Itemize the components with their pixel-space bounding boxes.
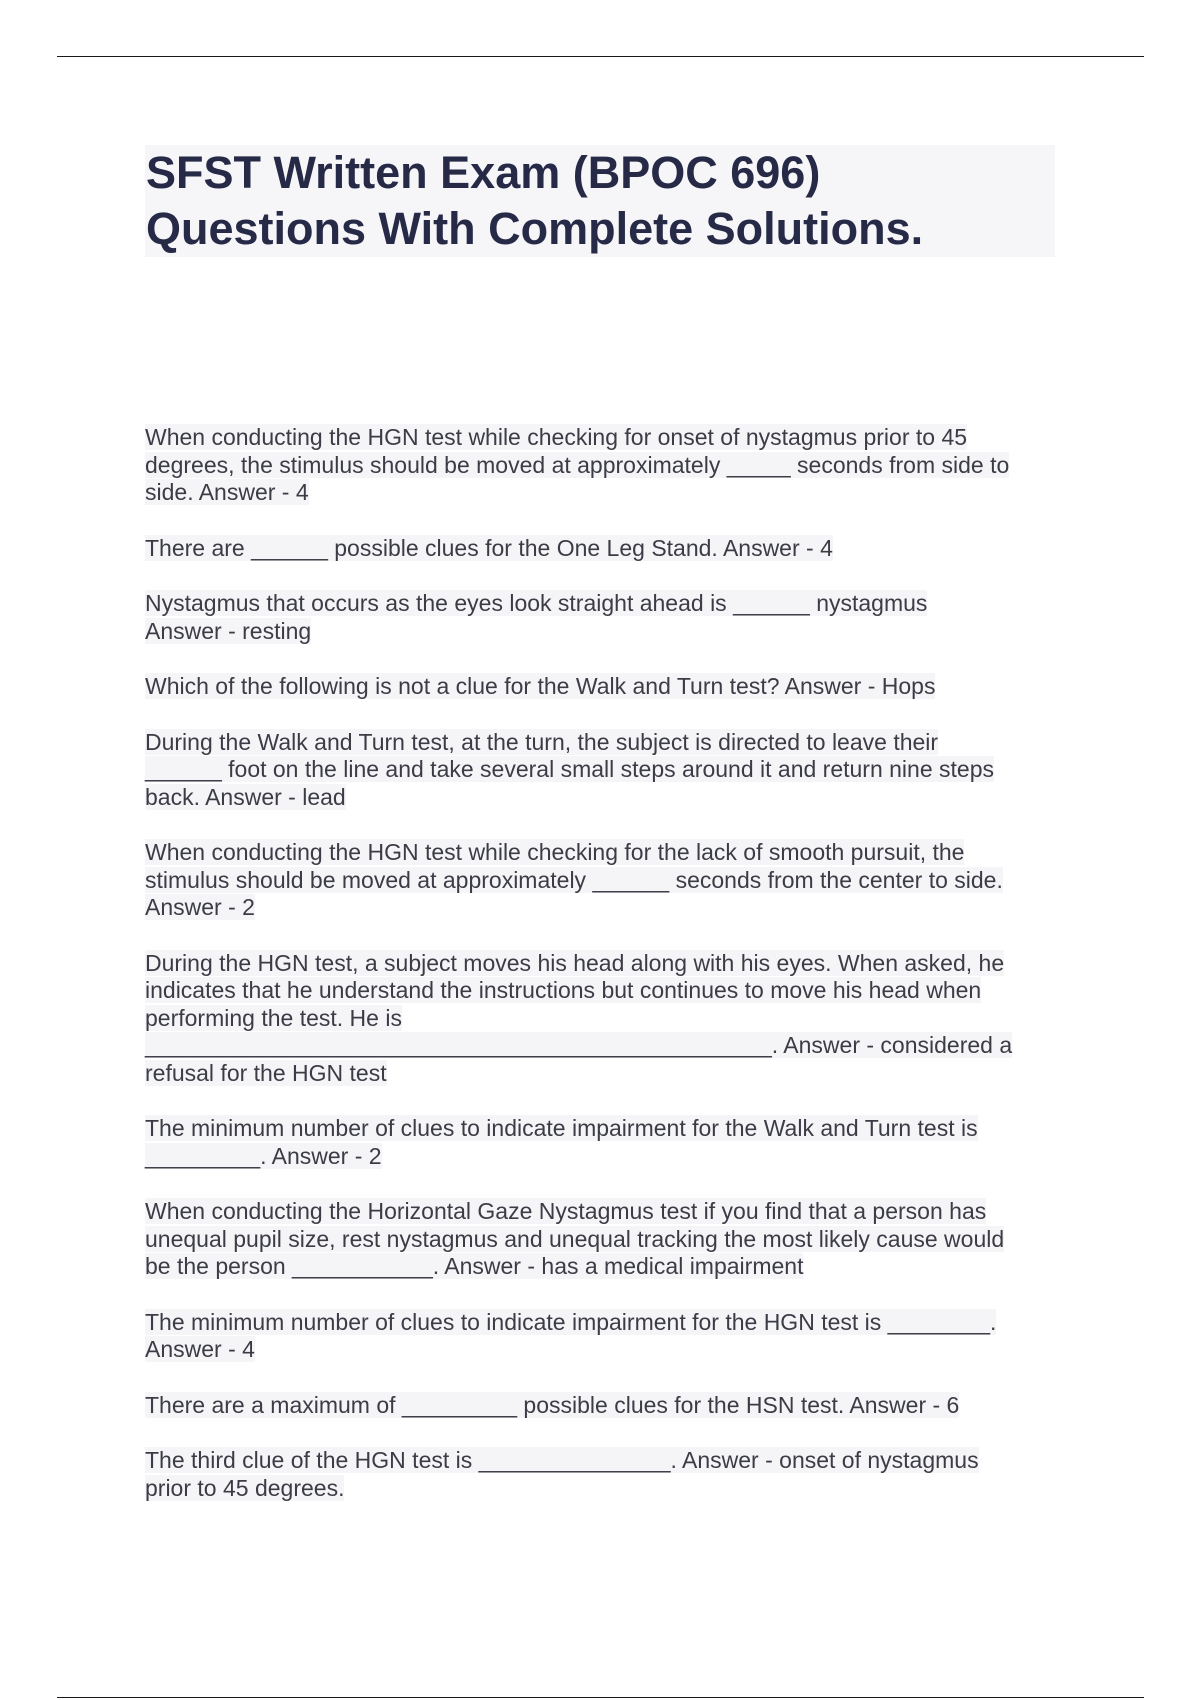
question-line: When conducting the Horizontal Gaze Nystagmus test if you find that a person has [145,1198,987,1224]
question-line: There are a maximum of _________ possible clues for the HSN test. Answer - 6 [145,1391,960,1418]
question-line: The minimum number of clues to indicate impairment for the HGN test is ________. [145,1308,997,1335]
question-line: The minimum number of clues to indicate impairment for the Walk and Turn test is [145,1115,978,1141]
question-line: Nystagmus that occurs as the eyes look straight ahead is ______ nystagmus [145,590,928,616]
question-item [145,424,1065,507]
question-line: During the HGN test, a subject moves his head along with his eyes. When asked, he [145,949,1005,976]
question-item [145,1309,1065,1364]
question-line: Which of the following is not a clue for the Walk and Turn test? Answer - Hops [145,673,936,699]
question-line: degrees, the stimulus should be moved at approximately _____ seconds from side to [145,451,1010,478]
question-line: prior to 45 degrees. [145,1474,345,1501]
bottom-rule [57,1697,1144,1698]
question-line: When conducting the HGN test while checking for the lack of smooth pursuit, the [145,839,965,865]
title-block [145,145,1055,257]
question-line: back. Answer - lead [145,783,346,810]
question-item [145,1115,1065,1170]
question-item [145,839,1065,922]
question-line: unequal pupil size, rest nystagmus and unequal tracking the most likely cause would [145,1225,1005,1252]
question-line: Answer - resting [145,617,312,644]
question-line: Answer - 2 [145,894,255,920]
question-item [145,590,1065,645]
title-line-2: Questions With Complete Solutions. [146,203,924,254]
question-line: indicates that he understand the instructions but continues to move his head when [145,977,982,1003]
question-list [145,424,1065,1530]
question-line: ______ foot on the line and take several small steps around it and return nine steps [145,756,994,782]
question-item [145,535,1065,563]
question-line: _________________________________________________. Answer - considered a [145,1032,1013,1058]
question-line: be the person ___________. Answer - has a medical impairment [145,1253,804,1279]
question-line: When conducting the HGN test while checking for onset of nystagmus prior to 45 [145,424,968,450]
question-line: The third clue of the HGN test is _______________. Answer - onset of nystagmus [145,1447,979,1473]
question-item [145,673,1065,701]
top-rule [57,56,1144,57]
question-item [145,1392,1065,1420]
question-item [145,1198,1065,1281]
document-title [145,145,1055,257]
question-line: stimulus should be moved at approximately ______ seconds from the center to side. [145,866,1003,893]
question-line: There are ______ possible clues for the One Leg Stand. Answer - 4 [145,534,833,561]
question-line: side. Answer - 4 [145,479,309,505]
question-line: During the Walk and Turn test, at the turn, the subject is directed to leave their [145,728,939,755]
question-line: Answer - 4 [145,1336,255,1362]
title-line-1: SFST Written Exam (BPOC 696) [146,147,821,198]
question-line: refusal for the HGN test [145,1059,387,1086]
question-item [145,1447,1065,1502]
question-line: _________. Answer - 2 [145,1142,382,1169]
question-line: performing the test. He is [145,1004,402,1031]
question-item [145,729,1065,812]
question-item [145,950,1065,1088]
